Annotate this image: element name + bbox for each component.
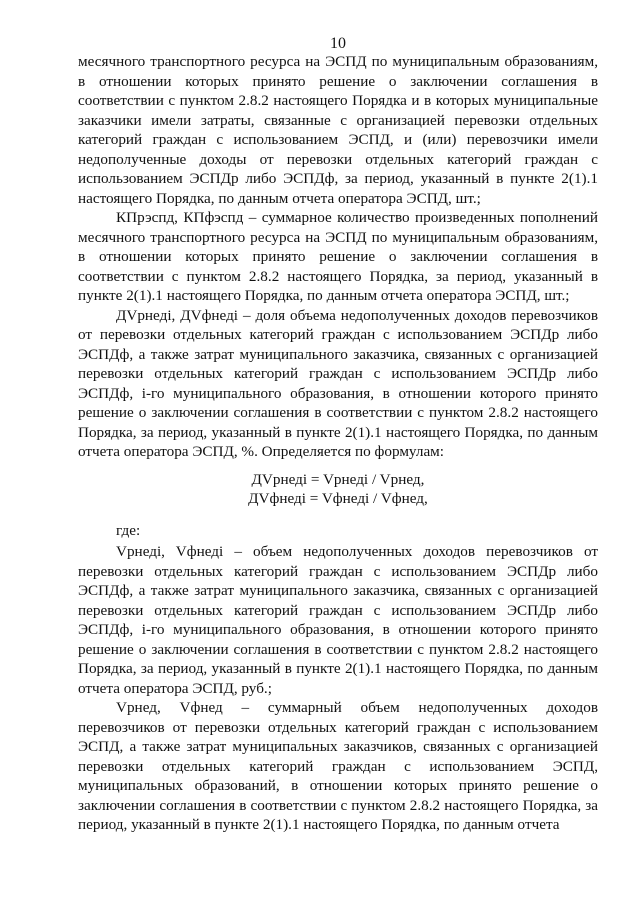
formula-block bbox=[78, 470, 598, 509]
paragraph-v-i-definition: Vрнедi, Vфнедi – объем недополученных доходов перевозчиков от перевозки отдельных категорий граждан с использованием ЭСПДр либо ЭСПДф, а также затрат муниципального заказчика, связанных с организацией перевозки отдельных категорий граждан с использованием ЭСПДр либо ЭСПДф, i-го муниципального образования, в отношении которого принято решение о заключении соглашения в соответствии с пунктом 2.8.2 настоящего Порядка, за период, указанный в пункте 2(1).1 настоящего Порядка, по данным отчета оператора ЭСПД, руб.; bbox=[78, 543, 598, 697]
page-number: 10 bbox=[330, 35, 346, 52]
paragraph-dv-definition: ДVрнедi, ДVфнедi – доля объема недополученных доходов перевозчиков от перевозки отдельных категорий граждан с использованием ЭСПДр либо ЭСПДф, а также затрат муниципального заказчика, связанных с организацией перевозки отдельных категорий граждан с использованием ЭСПДр либо ЭСПДф, i-го муниципального образования, в отношении которого принято решение о заключении соглашения в соответствии с пунктом 2.8.2 настоящего Порядка, за период, указанный в пункте 2(1).1 настоящего Порядка, по данным отчета оператора ЭСПД, %. Определяется по формулам: bbox=[78, 306, 598, 460]
paragraph-continuation: месячного транспортного ресурса на ЭСПД по муниципальным образованиям, в отношении которых принято решение о заключении соглашения в соответствии с пунктом 2.8.2 настоящего Порядка и в которых муниципальные заказчики имели затраты, связанные с организацией перевозки отдельных категорий граждан с использованием ЭСПД, и (или) перевозчики имели недополученные доходы от перевозки отдельных категорий граждан с использованием ЭСПДр либо ЭСПДф, за период, указанный в пункте 2(1).1 настоящего Порядка, по данным отчета оператора ЭСПД, шт.; bbox=[78, 53, 598, 207]
paragraph-v-total-definition: Vрнед, Vфнед – суммарный объем недополученных доходов перевозчиков от перевозки отдельных категорий граждан с использованием ЭСПД, а также затрат муниципальных заказчиков, связанных с организацией перевозки отдельных категорий граждан с использованием ЭСПД, муниципальных образований, в отношении которых принято решение о заключении соглашения в соответствии с пунктом 2.8.2 настоящего Порядка, за период, указанный в пункте 2(1).1 настоящего Порядка, по данным отчета bbox=[78, 699, 598, 833]
document-body bbox=[78, 52, 598, 835]
document-page bbox=[78, 0, 598, 905]
paragraph-kp-definition: КПрэспд, КПфэспд – суммарное количество произведенных пополнений месячного транспортного ресурса на ЭСПД по муниципальным образованиям, в отношении которых принято решение о заключении соглашения в соответствии с пунктом 2.8.2 настоящего Порядка, за период, указанный в пункте 2(1).1 настоящего Порядка, по данным отчета оператора ЭСПД, шт.; bbox=[78, 209, 598, 304]
formula-dv-r: ДVрнедi = Vрнедi / Vрнед, bbox=[251, 470, 425, 488]
formula-dv-f: ДVфнедi = Vфнедi / Vфнед, bbox=[248, 490, 428, 507]
where-label: где: bbox=[116, 521, 141, 539]
